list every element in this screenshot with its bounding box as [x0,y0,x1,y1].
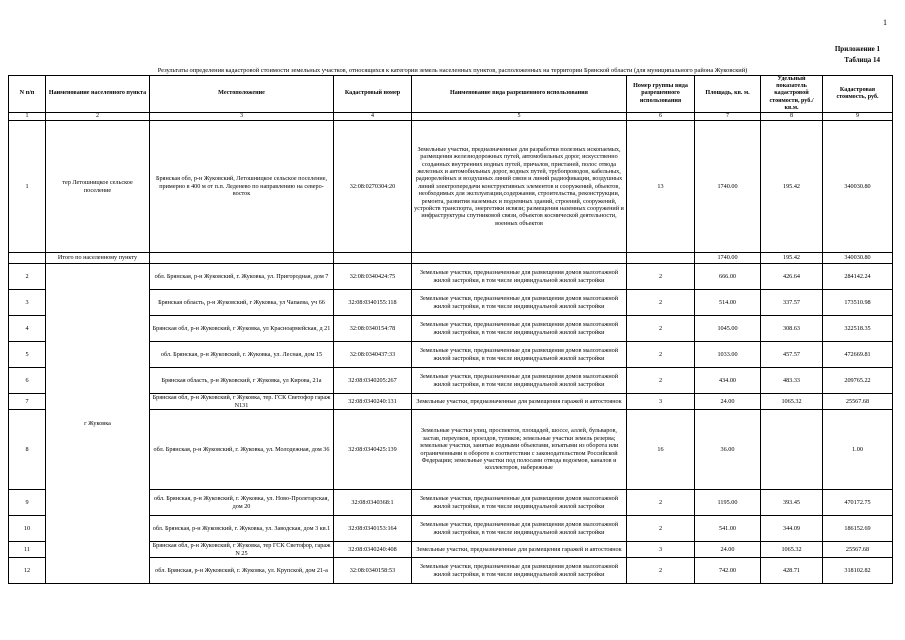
column-index: 7 [695,113,761,121]
row-number: 11 [9,542,46,558]
appendix-label [835,44,880,66]
column-index: 1 [9,113,46,121]
group-number: 2 [627,316,695,342]
cadastral-table [8,75,893,584]
location-cell: обл. Брянская, р-н Жуковский, г. Жуковка, ул. Заводская, дом 3 кв.1 [150,516,334,542]
cadastral-number: 32:08:0270304:20 [334,121,412,253]
table-row [9,121,893,253]
header-cell: Местоположение [150,76,334,113]
cadastral-number: 32:08:0340437:33 [334,342,412,368]
cadastral-number: 32:08:0340153:164 [334,516,412,542]
use-type-cell: Земельные участки, предназначенные для размещения домов малоэтажной жилой застройки, в том числе индивидуальной жилой застройки [412,264,627,290]
unit-value-cell: 337.57 [761,290,823,316]
unit-value-cell: 483.33 [761,368,823,394]
location-cell: обл. Брянская, р-н Жуковский, г. Жуковка, ул. Лесная, дом 15 [150,342,334,368]
header-cell: Наименование населенного пункта [46,76,150,113]
location-cell: Брянская обл, р-н Жуковский, Летошницкое сельское поселение, примерно в 400 м от п.п. Леденево по направлению на северо-восток [150,121,334,253]
group-number: 2 [627,368,695,394]
use-type-cell: Земельные участки улиц, проспектов, площадей, шоссе, аллей, бульваров, застав, переулков, проездов, тупиков; земельные участки земель резерва; земельные участки, занятые водными объектами, изъятыми из оборота или ограниченными в обороте в соответствии с законодательством Российской Федерации; земельные участки под полосами отвода водоемов, каналов и коллекторов, набережные [412,410,627,490]
area-cell: 24.00 [695,542,761,558]
header-row [9,76,893,113]
group-number: 16 [627,410,695,490]
area-cell: 1195.00 [695,490,761,516]
area-cell: 434.00 [695,368,761,394]
table-row [9,264,893,290]
column-index: 5 [412,113,627,121]
cadastral-number: 32:08:0340424:75 [334,264,412,290]
header-cell: Номер группы вида разрешенного использования [627,76,695,113]
unit-value-cell: 457.57 [761,342,823,368]
cadastral-number: 32:08:0340240:131 [334,394,412,410]
row-number: 10 [9,516,46,542]
empty-cell [412,253,627,264]
column-index: 2 [46,113,150,121]
row-number: 12 [9,558,46,584]
area-cell: 36.00 [695,410,761,490]
group-number: 2 [627,558,695,584]
group-number: 13 [627,121,695,253]
group-number: 2 [627,342,695,368]
empty-cell [627,253,695,264]
column-index: 8 [761,113,823,121]
cadastral-value-cell: 1.00 [823,410,893,490]
cadastral-value-cell: 284142.24 [823,264,893,290]
empty-cell [150,253,334,264]
unit-value-cell [761,410,823,490]
cadastral-number: 32:08:0340154:78 [334,316,412,342]
location-cell: Брянская область, р-н Жуковский, г Жуковка, ул Кирова, 21а [150,368,334,394]
area-cell: 1033.00 [695,342,761,368]
location-cell: Брянская обл, р-н Жуковский, г Жуковка, ул Красноармейская, д 21 [150,316,334,342]
cadastral-value-cell: 472669.81 [823,342,893,368]
row-number: 9 [9,490,46,516]
unit-value-cell: 308.63 [761,316,823,342]
unit-value-cell: 1065.32 [761,394,823,410]
use-type-cell: Земельные участки, предназначенные для размещения домов малоэтажной жилой застройки, в том числе индивидуальной жилой застройки [412,316,627,342]
location-cell: обл. Брянская, р-н Жуковский, г. Жуковка, ул. Крупской, дом 21-а [150,558,334,584]
total-area: 1740.00 [695,253,761,264]
use-type-cell: Земельные участки, предназначенные для размещения домов малоэтажной жилой застройки, в том числе индивидуальной жилой застройки [412,290,627,316]
area-cell: 1045.00 [695,316,761,342]
area-cell: 742.00 [695,558,761,584]
row-number: 2 [9,264,46,290]
cadastral-value-cell: 340030.80 [823,121,893,253]
unit-value-cell: 1065.32 [761,542,823,558]
use-type-cell: Земельные участки, предназначенные для размещения домов малоэтажной жилой застройки, в том числе индивидуальной жилой застройки [412,490,627,516]
settlement-name: тер Летошницкое сельское поселение [46,121,150,253]
cadastral-number: 32:08:0340240:408 [334,542,412,558]
empty-cell [334,253,412,264]
location-cell: Брянская обл, р-н Жуковский, г Жуковка, тер ГСК Светофор, гараж N 25 [150,542,334,558]
group-number: 3 [627,394,695,410]
header-cell: Удельный показатель кадастровой стоимости, руб./кв.м. [761,76,823,113]
row-number: 3 [9,290,46,316]
unit-value-cell: 344.09 [761,516,823,542]
total-unit-value: 195.42 [761,253,823,264]
column-index: 3 [150,113,334,121]
cadastral-value-cell: 186152.69 [823,516,893,542]
header-cell: Площадь, кв. м. [695,76,761,113]
unit-value-cell: 195.42 [761,121,823,253]
cadastral-value-cell: 25567.68 [823,394,893,410]
total-row [9,253,893,264]
cadastral-value-cell: 209765.22 [823,368,893,394]
cadastral-number: 32:08:0340155:118 [334,290,412,316]
total-cadastral-value: 340030.80 [823,253,893,264]
cadastral-number: 32:08:0340368:1 [334,490,412,516]
unit-value-cell: 426.64 [761,264,823,290]
unit-value-cell: 428.71 [761,558,823,584]
cadastral-value-cell: 470172.75 [823,490,893,516]
group-number: 2 [627,264,695,290]
header-cell: Кадастровая стоимость, руб. [823,76,893,113]
cadastral-number: 32:08:0340158:53 [334,558,412,584]
area-cell: 1740.00 [695,121,761,253]
column-index-row [9,113,893,121]
group-number: 2 [627,516,695,542]
row-number: 8 [9,410,46,490]
group-number: 2 [627,290,695,316]
location-cell: Брянская обл, р-н Жуковский, г Жуковка, тер. ГСК Светофор гараж N131 [150,394,334,410]
cadastral-value-cell: 322518.35 [823,316,893,342]
location-cell: обл. Брянская, р-н Жуковский, г. Жуковка, ул. Ново-Пролетарская, дом 20 [150,490,334,516]
cadastral-value-cell: 173510.98 [823,290,893,316]
header-cell: Наименование вида разрешенного использования [412,76,627,113]
row-number: 1 [9,121,46,253]
area-cell: 666.00 [695,264,761,290]
document-title: Результаты определения кадастровой стоимости земельных участков, относящихся к категории земель населенных пунктов, расположенных на территории Брянской области (для муниципального района Жуковский) [157,67,748,74]
page-number: 1 [883,18,887,27]
use-type-cell: Земельные участки, предназначенные для размещения гаражей и автостоянок [412,542,627,558]
settlement-name: г Жуковка [46,264,150,584]
unit-value-cell: 393.45 [761,490,823,516]
group-number: 3 [627,542,695,558]
location-cell: обл. Брянская, р-н Жуковский, г. Жуковка, ул. Пригородная, дом 7 [150,264,334,290]
header-cell: N п/п [9,76,46,113]
use-type-cell: Земельные участки, предназначенные для размещения домов малоэтажной жилой застройки, в том числе индивидуальной жилой застройки [412,558,627,584]
location-cell: обл. Брянская, р-н Жуковский, г. Жуковка, ул. Молодежная, дом 36 [150,410,334,490]
area-cell: 514.00 [695,290,761,316]
appendix-line-1: Приложение 1 [834,45,880,53]
empty-cell [9,253,46,264]
row-number: 4 [9,316,46,342]
use-type-cell: Земельные участки, предназначенные для размещения домов малоэтажной жилой застройки, в том числе индивидуальной жилой застройки [412,342,627,368]
group-number: 2 [627,490,695,516]
area-cell: 541.00 [695,516,761,542]
column-index: 6 [627,113,695,121]
total-label: Итого по населенному пункту [46,253,150,264]
use-type-cell: Земельные участки, предназначенные для размещения гаражей и автостоянок [412,394,627,410]
header-cell: Кадастровый номер [334,76,412,113]
area-cell: 24.00 [695,394,761,410]
cadastral-value-cell: 318102.82 [823,558,893,584]
use-type-cell: Земельные участки, предназначенные для размещения домов малоэтажной жилой застройки, в том числе индивидуальной жилой застройки [412,368,627,394]
column-index: 9 [823,113,893,121]
cadastral-value-cell: 25567.68 [823,542,893,558]
row-number: 5 [9,342,46,368]
row-number: 7 [9,394,46,410]
use-type-cell: Земельные участки, предназначенные для размещения домов малоэтажной жилой застройки, в том числе индивидуальной жилой застройки [412,516,627,542]
location-cell: Брянская область, р-н Жуковский, г Жуковка, ул Чапаева, уч 66 [150,290,334,316]
row-number: 6 [9,368,46,394]
cadastral-number: 32:08:0340425:139 [334,410,412,490]
use-type-cell: Земельные участки, предназначенные для разработки полезных ископаемых, размещения железнодорожных путей, автомобильных дорог, искусственно созданных внутренних водных путей, причалов, пристаней, полос отвода железных и автомобильных дорог, водных путей, трубопроводов, кабельных, радиорелейных и воздушных линий связи и линий радиофикации, воздушных линий электропередачи конструктивных элементов и сооружений, объектов, необходимых для эксплуатации,содержания, строительства, реконструкции, ремонта, развития наземных и подземных зданий, строений, сооружений, устройств транспорта, энергетики исвязи; размещения наземных сооружений и инфраструктуры спутниковой связи, объектов космической деятельности, военных объектов [412,121,627,253]
cadastral-number: 32:08:0340205:267 [334,368,412,394]
appendix-line-2: Таблица 14 [844,56,880,64]
column-index: 4 [334,113,412,121]
